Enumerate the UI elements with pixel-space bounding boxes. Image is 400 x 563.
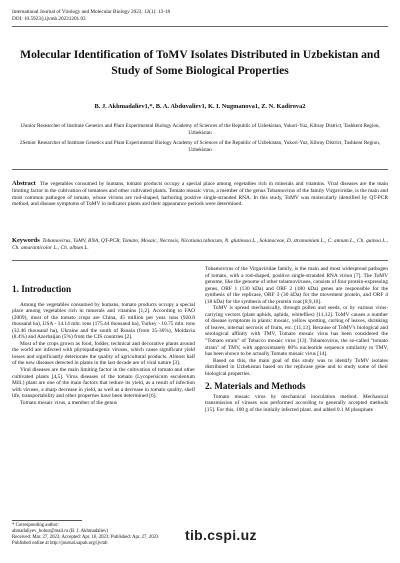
right-paragraph-1: Tobamovirus of the Virgaviridae family, is the main and most widespread pathogen of tomato, with a rod-shaped, positive single-stranded RNA virion [7]. The ToMV genome, like the genome of other tobamoviruses, consists of four protein-expressing genes, ORF 1 (130 kDa) and ORF 2 (180 kDa) genes are responsible for the synthesis of the replicase, ORF 3 (30 kDa) for the movement protein, and ORF 4 (18 kDa) for the synthesis of the protein coat [8,9,10]. [205,266,388,305]
intro-paragraph-1: Among the vegetables consumed by humans, tomato products occupy a special place among vegetables rich in minerals and vitamins [1,2]. According to FAO (2009), most of the tomato crops are China, 45 million per year. tons (920.8 thousand ha), USA - 14.14 mln. tons (175.44 thousand ha), Turkey - 10.75 mln. tons (32.46 thousand ha), Ukraine and the south of Russia (from 35-36%), Moldavia (8.4%) and Azerbaijan (5%) from the CIS countries [2]. [12,301,195,341]
corresponding-email: ahmadaliyev_bobur@mail.ru (B. J. Akhmadaliev) [12,529,109,534]
left-column [12,266,195,406]
header-rule [12,26,388,27]
keywords-label: Keywords [12,237,40,244]
abstract-top-rule [12,169,388,170]
intro-paragraph-3: Viral diseases are the main limiting factor in the cultivation of tomato and other cultivated plants [4,5]. Virus diseases of the tomato (Lycopersicum esculentum Mill.) plant are one of the main factors that reduce its yield, as a result of infection with viruses, a sharp decrease in yield, as well as a decrease in tomato quality, shelf life, transportability and other properties have been determined [6]. [12,367,195,400]
intro-paragraph-2: Most of the crops grown as food, fodder, technical and decorative plants around the world are infected with phytopathogenic viruses, which cause significant yield losses and significantly deteriorate the quality of agricultural products. Almost half of the new diseases detected in plants in the last decade are of viral nature [3]. [12,340,195,367]
affiliation-2: 2Senior Researcher of Institute Genetics and Plant Experimental Biology Academy of Sciences of the Republic of Uzbekistan, Yukori-Yuz, Kibray District, Tashkent Region, Uzbekistan [19,140,381,153]
keywords [12,238,388,252]
right-paragraph-3: Based on this, the main goal of this study was to identify ToMV isolates distributed in Uzbekistan based on the replicase gene and to study some of their biological properties. [205,357,388,377]
introduction-heading: 1. Introduction [12,284,72,294]
intro-paragraph-4: Tomato mosaic virus, a member of the genus [20,399,117,406]
journal-citation: International Journal of Virology and Molecular Biology 2023, 12(1): 13-18 [12,9,171,15]
footnote [12,523,187,547]
corresponding-label: * Corresponding author: [12,523,59,528]
publication-dates: Received: Mar. 27, 2023; Accepted: Apr. 16, 2023; Published: Apr. 27, 2023 [12,535,159,540]
author-list: B. J. Akhmadaliev1,*, B. A. Abduvaliev1, K. I. Nugmanova1, Z. N. Kadirova2 [94,103,306,110]
keywords-text: Tobamovirus, ToMV, RNA, QT-PCR, Tomato, Mosaic, Necrosis, Nicotiana tabacum, N. glutinosa L., Solanaceae, D. stramonium L., C. annum L., Ch. quinoa L., Ch. amaranticolor L., Ch. album L. [12,238,388,251]
affiliation-1: 1Junior Researcher of Institute Genetics and Plant Experimental Biology Academy of Sciences of the Republic of Uzbekistan, Yukori-Yuz, Kibray District, Tashkent Region, Uzbekistan [20,123,380,136]
right-column [205,266,388,413]
journal-header [12,9,388,22]
methods-paragraph-1: Tomato mosaic virus by mechanical inoculation method. Mechanical transmission of viruses was performed according to generally accepted methods [15]. For this, 100 g of the initially infected plant. and added 0.1 M phosphate [205,393,388,413]
abstract-label: Abstract [12,180,36,187]
abstract-text: The vegetables consumed by humans, tomato products occupy a special place among vegetables rich in minerals and vitamins. Viral diseases are the main limiting factor in the cultivation of tomatoes and other cultivated plants. Tomato mosaic virus, a member of the genus Tobamovirus of the family Virgaviridae, is the main and most common pathogen of tomato, whose virions are rod-shaped, harboring positive single-stranded RNA. In this study, ToMV was molecularly identified by QT-PCR method, and disease symptoms of ToMV in indicator plants and their appearance periods were determined. [12,181,388,208]
methods-heading: 2. Materials and Methods [205,381,306,392]
abstract [12,181,388,208]
published-online: Published online at http://journal.sapub.org/ijvmb [12,541,108,546]
watermark: tib.cspi.uz [185,527,257,543]
paper-title: Molecular Identification of ToMV Isolates Distributed in Uzbekistan and Study of Some Biological Properties [20,48,380,77]
right-paragraph-2: ToMV is spread mechanically, through pollen and seeds, or by various virus-carrying vectors (plant aphids, aphids, whiteflies) [11,12]. ToMV causes a number of disease symptoms in plants: mosaic, yellow spotting, curling of leaves, shrinking of leaves, internal necrosis of fruits, etc. [11,13]. Because of ToMV's biological and serological affinity with TMV, Tomato mosaic virus has been considered the "Tomato strain" of Tobacco mosaic virus [13]. Tobamovirus, the so-called "tomato strain" of TMV, with approximately 80% nucleotide sequence similarity to TMV, has been shown to be actually Tomato mosaic virus [14]. [205,305,388,358]
doi: DOI: 10.5923/j.ijvmb.20231201.03 [12,15,86,22]
footnote-rule [12,520,82,521]
abstract-bottom-rule [12,260,388,261]
